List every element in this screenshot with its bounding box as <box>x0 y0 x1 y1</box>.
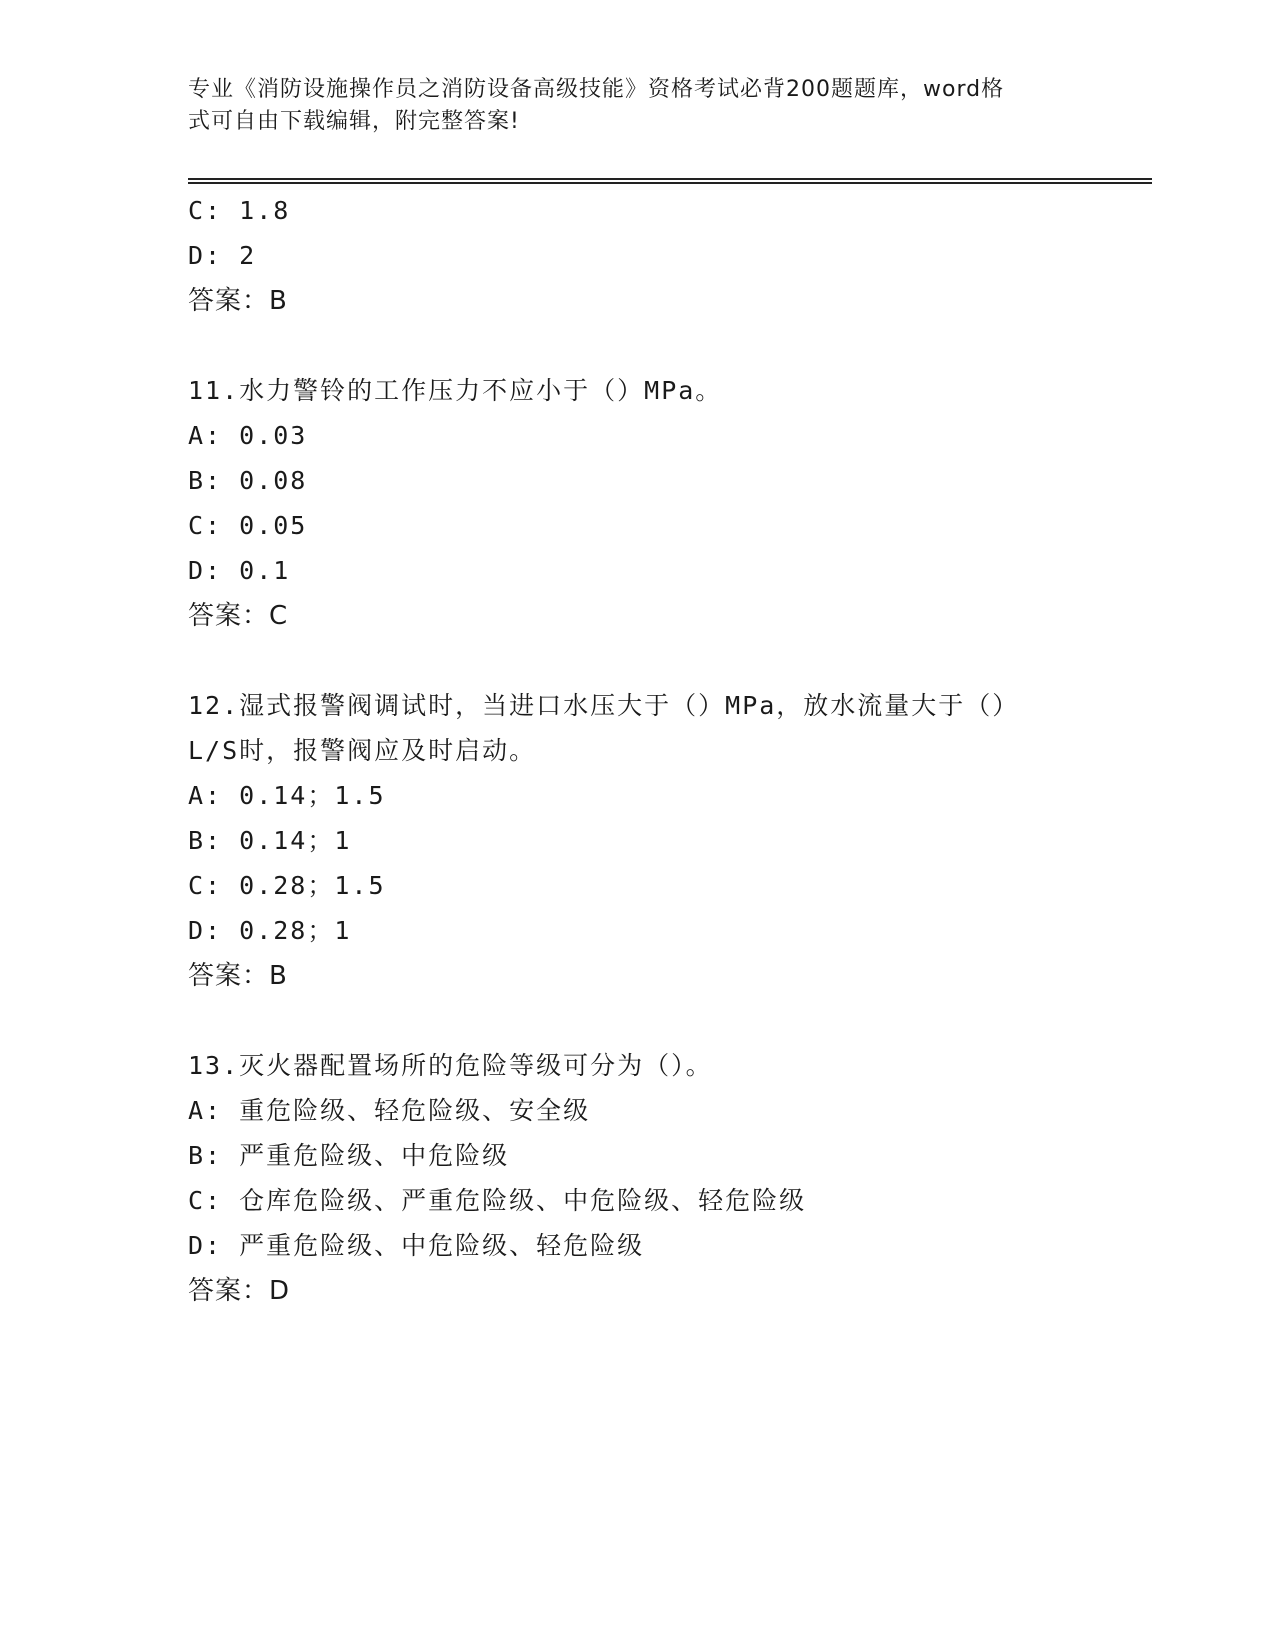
q12-answer: 答案：B <box>188 961 288 991</box>
header-line-2: 式可自由下载编辑，附完整答案! <box>188 109 520 134</box>
document-header <box>188 74 1068 138</box>
q10-option-d: D: 2 <box>188 241 257 270</box>
q11-option-d: D: 0.1 <box>188 556 291 585</box>
q12-option-d: D: 0.28；1 <box>188 916 352 945</box>
q11-question: 11.水力警铃的工作压力不应小于（）MPa。 <box>188 376 723 405</box>
q11-option-a: A: 0.03 <box>188 421 308 450</box>
q11-option-b: B: 0.08 <box>188 466 308 495</box>
q12-option-c: C: 0.28；1.5 <box>188 871 386 900</box>
q13-option-d: D: 严重危险级、中危险级、轻危险级 <box>188 1231 645 1260</box>
q11-answer: 答案：C <box>188 601 289 631</box>
q12-option-a: A: 0.14；1.5 <box>188 781 386 810</box>
q12-option-b: B: 0.14；1 <box>188 826 352 855</box>
q10-answer: 答案：B <box>188 286 288 316</box>
q11-option-c: C: 0.05 <box>188 511 308 540</box>
header-line-1: 专业《消防设施操作员之消防设备高级技能》资格考试必背200题题库，word格 <box>188 77 1005 102</box>
q13-option-b: B: 严重危险级、中危险级 <box>188 1141 510 1170</box>
q12-question-line-1: 12.湿式报警阀调试时，当进口水压大于（）MPa，放水流量大于（） <box>188 691 1020 720</box>
header-divider-bottom <box>188 182 1152 184</box>
q12-question-line-2: L/S时，报警阀应及时启动。 <box>188 736 537 765</box>
q13-option-c: C: 仓库危险级、严重危险级、中危险级、轻危险级 <box>188 1186 807 1215</box>
q10-option-c: C: 1.8 <box>188 196 291 225</box>
header-divider-top <box>188 178 1152 180</box>
q13-answer: 答案：D <box>188 1276 291 1306</box>
q13-question: 13.灭火器配置场所的危险等级可分为（）。 <box>188 1051 713 1080</box>
q13-option-a: A: 重危险级、轻危险级、安全级 <box>188 1096 591 1125</box>
